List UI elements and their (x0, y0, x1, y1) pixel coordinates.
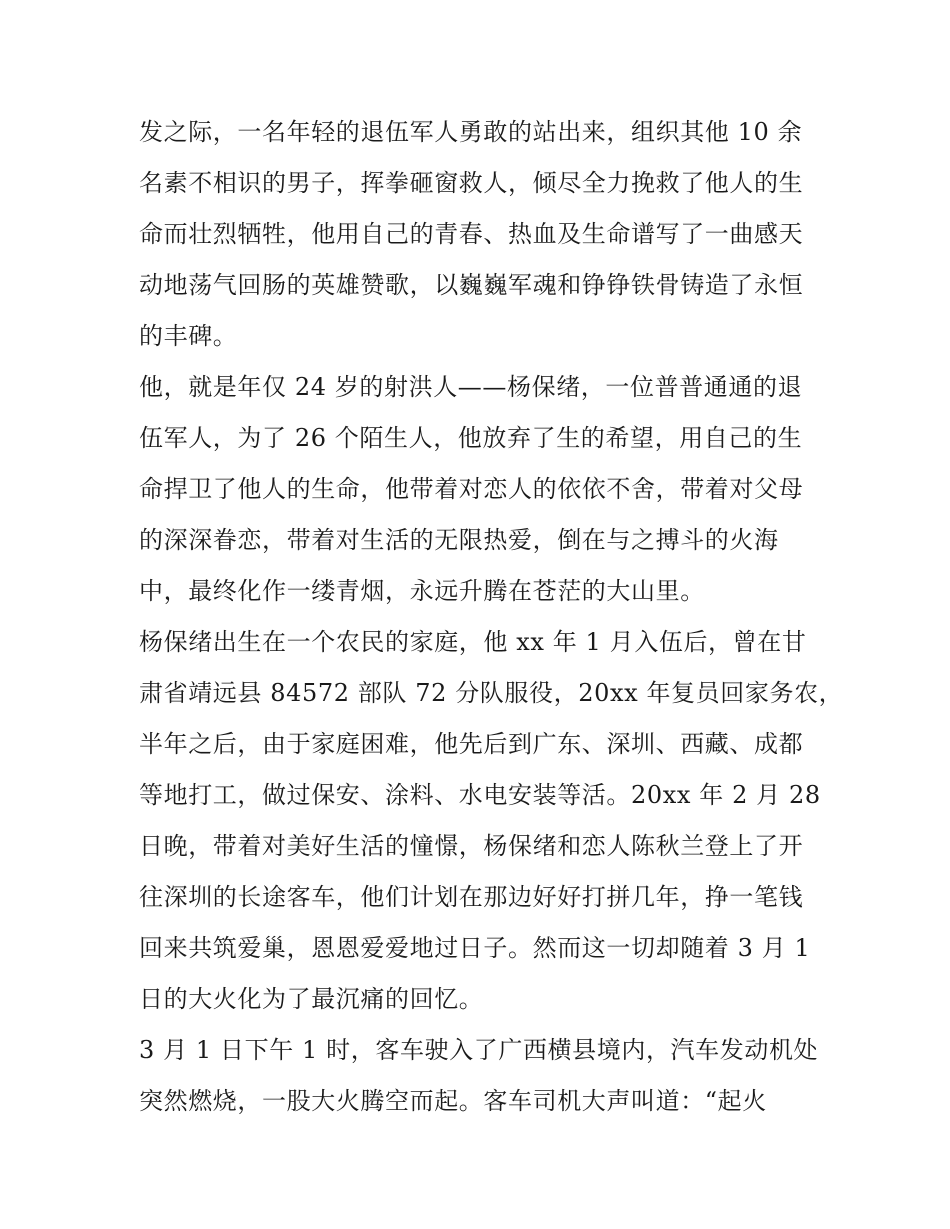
text-line: 往深圳的长途客车，他们计划在那边好好打拼几年，挣一笔钱 (139, 883, 804, 911)
text-line: 肃省靖远县 84572 部队 72 分队服役，20xx 年复员回家务农， (139, 679, 844, 707)
text-line: 半年之后，由于家庭困难，他先后到广东、深圳、西藏、成都 (139, 730, 804, 758)
text-line: 伍军人，为了 26 个陌生人，他放弃了生的希望，用自己的生 (139, 424, 803, 452)
text-line: 杨保绪出生在一个农民的家庭，他 xx 年 1 月入伍后，曾在甘 (139, 628, 807, 656)
text-line: 动地荡气回肠的英雄赞歌，以巍巍军魂和铮铮铁骨铸造了永恒 (139, 271, 804, 299)
text-line: 的丰碑。 (139, 322, 238, 350)
text-line: 等地打工，做过保安、涂料、水电安装等活。20xx 年 2 月 28 (139, 781, 821, 809)
document-body (139, 107, 844, 1127)
text-line: 命而壮烈牺牲，他用自己的青春、热血及生命谱写了一曲感天 (139, 220, 804, 248)
text-line: 日的大火化为了最沉痛的回忆。 (139, 985, 484, 1013)
text-line: 他，就是年仅 24 岁的射洪人——杨保绪，一位普普通通的退 (139, 373, 803, 401)
text-line: 3 月 1 日下午 1 时，客车驶入了广西横县境内，汽车发动机处 (139, 1036, 819, 1064)
text-line: 突然燃烧，一股大火腾空而起。客车司机大声叫道：“起火 (139, 1087, 767, 1115)
text-line: 发之际，一名年轻的退伍军人勇敢的站出来，组织其他 10 余 (139, 118, 803, 146)
text-line: 名素不相识的男子，挥拳砸窗救人，倾尽全力挽救了他人的生 (139, 169, 804, 197)
text-line: 中，最终化作一缕青烟，永远升腾在苍茫的大山里。 (139, 577, 705, 605)
text-line: 日晚，带着对美好生活的憧憬，杨保绪和恋人陈秋兰登上了开 (139, 832, 804, 860)
text-line: 回来共筑爱巢，恩恩爱爱地过日子。然而这一切却随着 3 月 1 (139, 934, 811, 962)
text-line: 的深深眷恋，带着对生活的无限热爱，倒在与之搏斗的火海 (139, 526, 779, 554)
text-line: 命捍卫了他人的生命，他带着对恋人的依依不舍，带着对父母 (139, 475, 804, 503)
